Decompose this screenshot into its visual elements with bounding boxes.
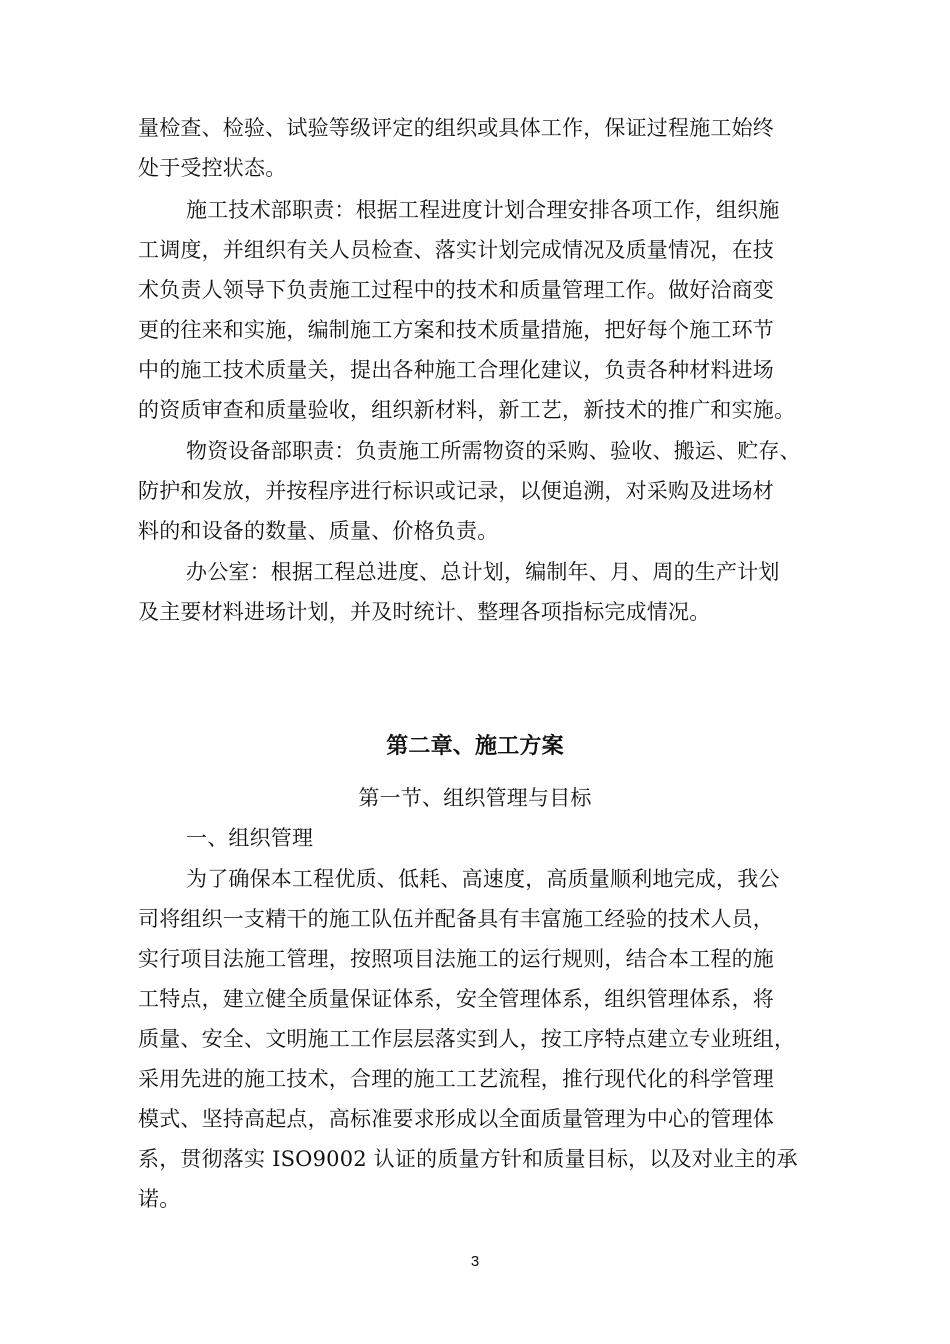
body-text-line: 工调度，并组织有关人员检查、落实计划完成情况及质量情况，在技 [138, 238, 774, 262]
chapter-title: 第二章、施工方案 [386, 734, 564, 759]
body-text-line: 司将组织一支精干的施工队伍并配备具有丰富施工经验的技术人员， [138, 907, 774, 931]
paragraph-office: 办公室：根据工程总进度、总计划，编制年、月、周的生产计划 [186, 560, 780, 584]
page-number: 3 [470, 1253, 480, 1270]
body-text-line: 中的施工技术质量关，提出各种施工合理化建议，负责各种材料进场 [138, 358, 774, 382]
paragraph-materials-dept: 物资设备部职责：负责施工所需物资的采购、验收、搬运、贮存、 [186, 439, 801, 463]
body-text-line: 实行项目法施工管理，按照项目法施工的运行规则，结合本工程的施 [138, 947, 774, 971]
body-text-line: 工特点，建立健全质量保证体系，安全管理体系，组织管理体系，将 [138, 987, 774, 1011]
body-text-line: 诺。 [138, 1187, 181, 1211]
body-text-line: 防护和发放，并按程序进行标识或记录，以便追溯，对采购及进场材 [138, 479, 774, 503]
subsection-heading: 一、组织管理 [186, 826, 314, 850]
body-text-line: 术负责人领导下负责施工过程中的技术和质量管理工作。做好洽商变 [138, 278, 774, 302]
body-text-line: 量检查、检验、试验等级评定的组织或具体工作，保证过程施工始终 [138, 116, 774, 140]
body-text-line: 的资质审查和质量验收，组织新材料，新工艺，新技术的推广和实施。 [138, 398, 796, 422]
paragraph-construction-tech-dept: 施工技术部职责：根据工程进度计划合理安排各项工作，组织施 [186, 198, 780, 222]
body-text-line: 及主要材料进场计划，并及时统计、整理各项指标完成情况。 [138, 600, 711, 624]
body-text-line: 模式、坚持高起点，高标准要求形成以全面质量管理为中心的管理体 [138, 1107, 774, 1131]
paragraph-organization: 为了确保本工程优质、低耗、高速度，高质量顺利地完成，我公 [186, 867, 780, 891]
body-text-line: 处于受控状态。 [138, 156, 287, 180]
body-text-line: 更的往来和实施，编制施工方案和技术质量措施，把好每个施工环节 [138, 318, 774, 342]
body-text-line: 采用先进的施工技术，合理的施工工艺流程，推行现代化的科学管理 [138, 1067, 774, 1091]
body-text-line: 质量、安全、文明施工工作层层落实到人，按工序特点建立专业班组， [138, 1027, 796, 1051]
body-text-line: 系，贯彻落实 ISO9002 认证的质量方针和质量目标，以及对业主的承 [138, 1147, 798, 1171]
section-title: 第一节、组织管理与目标 [358, 786, 592, 810]
body-text-line: 料的和设备的数量、质量、价格负责。 [138, 519, 499, 543]
